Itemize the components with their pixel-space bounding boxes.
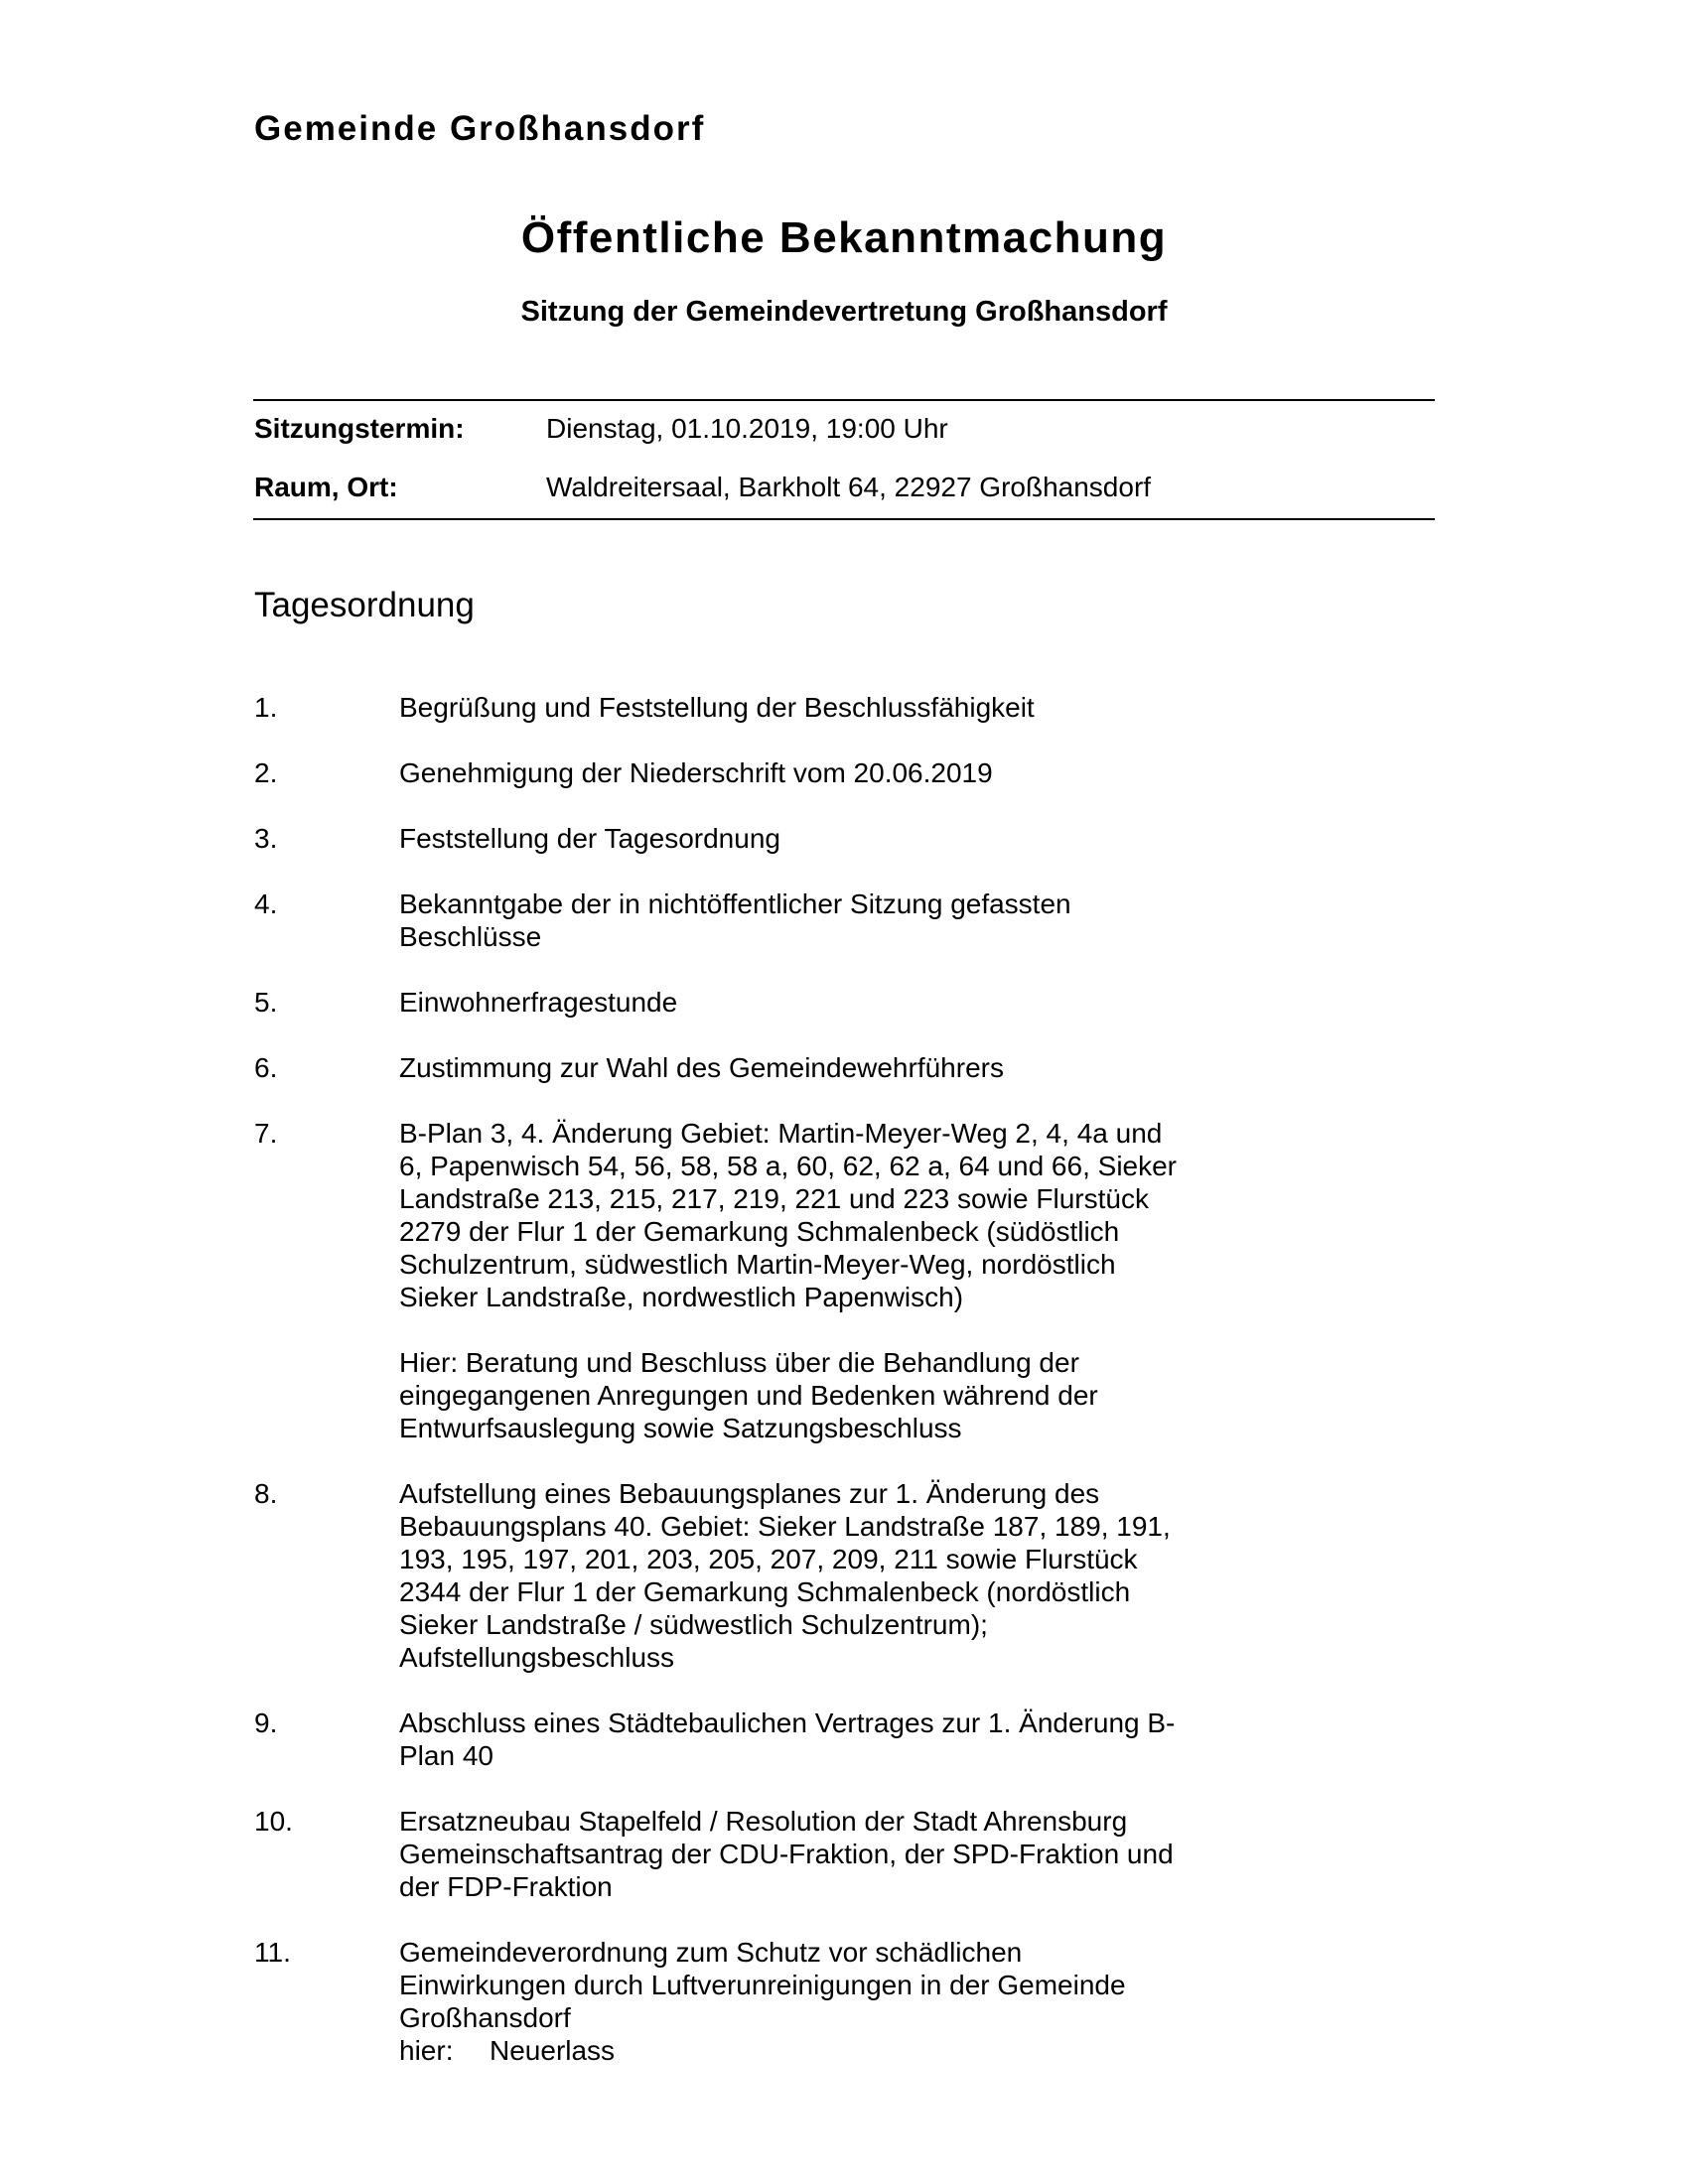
agenda-item [254, 986, 1247, 1019]
agenda-item [254, 1117, 1247, 1444]
agenda-item-text [399, 986, 1223, 1019]
agenda-item-note [399, 1346, 1223, 1444]
agenda-item-text [399, 1805, 1223, 1903]
agenda-item-line: eingegangenen Anregungen und Bedenken während der [399, 1380, 1098, 1411]
agenda-item [254, 1936, 1247, 2067]
agenda-item-number: 3. [254, 823, 278, 854]
agenda-item-line: Bekanntgabe der in nichtöffentlicher Sitzung gefassten [399, 888, 1071, 919]
agenda-item-line: Gemeinschaftsantrag der CDU-Fraktion, der SPD-Fraktion und [399, 1839, 1174, 1869]
agenda-item [254, 887, 1247, 953]
meeting-place-label: Raum, Ort: [254, 472, 398, 502]
hier-value: Neuerlass [490, 2035, 616, 2066]
agenda-item-line: Abschluss eines Städtebaulichen Vertrages zur 1. Änderung B- [399, 1707, 1176, 1738]
agenda-item-line: Einwohnerfragestunde [399, 987, 678, 1018]
agenda-list [254, 691, 1247, 2100]
agenda-item-line: Entwurfsauslegung sowie Satzungsbeschluss [399, 1413, 962, 1443]
agenda-item-line: Beschlüsse [399, 921, 542, 952]
agenda-item-line: 2279 der Flur 1 der Gemarkung Schmalenbeck (südöstlich [399, 1216, 1120, 1247]
document-title: Öffentliche Bekanntmachung [520, 213, 1168, 262]
agenda-item-line: Ersatzneubau Stapelfeld / Resolution der Stadt Ahrensburg [399, 1806, 1128, 1837]
agenda-item-number: 1. [254, 692, 278, 723]
agenda-item-text [399, 756, 1223, 789]
agenda-item-text [399, 1477, 1223, 1674]
agenda-item-line: Schulzentrum, südwestlich Martin-Meyer-Weg, nordöstlich [399, 1249, 1116, 1280]
agenda-item [254, 1706, 1247, 1772]
agenda-item-number: 8. [254, 1478, 278, 1509]
agenda-item-number: 11. [254, 1937, 291, 1968]
agenda-item-line: Gemeindeverordnung zum Schutz vor schädlichen [399, 1937, 1023, 1968]
agenda-item-line: Sieker Landstraße / südwestlich Schulzentrum); [399, 1609, 988, 1640]
agenda-item-text [399, 1051, 1223, 1084]
agenda-item-line: Sieker Landstraße, nordwestlich Papenwisch) [399, 1282, 964, 1312]
divider-top [253, 399, 1435, 401]
agenda-item-line: 6, Papenwisch 54, 56, 58, 58 a, 60, 62, 62 a, 64 und 66, Sieker [399, 1151, 1178, 1181]
meeting-place-value: Waldreitersaal, Barkholt 64, 22927 Großhansdorf [546, 472, 1152, 502]
agenda-item-line: Feststellung der Tagesordnung [399, 823, 780, 854]
agenda-item-number: 6. [254, 1052, 278, 1083]
agenda-item-number: 7. [254, 1118, 278, 1149]
agenda-heading: Tagesordnung [254, 586, 475, 624]
agenda-item-text [399, 1706, 1223, 1772]
agenda-item-number: 4. [254, 888, 278, 919]
agenda-item-line: 2344 der Flur 1 der Gemarkung Schmalenbeck (nordöstlich [399, 1576, 1131, 1607]
agenda-item [254, 1805, 1247, 1903]
agenda-item-text [399, 887, 1223, 953]
hier-label: hier: [399, 2035, 454, 2066]
agenda-item-number: 2. [254, 757, 278, 788]
divider-bottom [253, 518, 1435, 520]
agenda-item-line: der FDP-Fraktion [399, 1871, 613, 1902]
agenda-item-line: Genehmigung der Niederschrift vom 20.06.2019 [399, 757, 993, 788]
agenda-item-line: 193, 195, 197, 201, 203, 205, 207, 209, 211 sowie Flurstück [399, 1544, 1138, 1574]
agenda-item [254, 1051, 1247, 1084]
agenda-item-line: Bebauungsplans 40. Gebiet: Sieker Landstraße 187, 189, 191, [399, 1511, 1171, 1542]
agenda-item-text [399, 1117, 1223, 1444]
document-subtitle: Sitzung der Gemeindevertretung Großhansdorf [520, 296, 1168, 328]
agenda-item [254, 822, 1247, 855]
meeting-date-value: Dienstag, 01.10.2019, 19:00 Uhr [546, 413, 948, 444]
agenda-item-line: Begrüßung und Feststellung der Beschlussfähigkeit [399, 692, 1035, 723]
agenda-item-text [399, 1936, 1223, 2067]
agenda-item [254, 756, 1247, 789]
agenda-item-line: Plan 40 [399, 1740, 493, 1771]
agenda-item-line: Aufstellung eines Bebauungsplanes zur 1. Änderung des [399, 1478, 1100, 1509]
agenda-item-text [399, 691, 1223, 724]
agenda-item-number: 10. [254, 1806, 293, 1837]
agenda-item-line: Einwirkungen durch Luftverunreinigungen in der Gemeinde [399, 1970, 1126, 2000]
agenda-item-line: B-Plan 3, 4. Änderung Gebiet: Martin-Meyer-Weg 2, 4, 4a und [399, 1118, 1163, 1149]
agenda-item-line: Landstraße 213, 215, 217, 219, 221 und 223 sowie Flurstück [399, 1183, 1149, 1214]
agenda-item-line: Aufstellungsbeschluss [399, 1642, 675, 1673]
municipality-name: Gemeinde Großhansdorf [254, 109, 706, 148]
agenda-item-number: 9. [254, 1707, 278, 1738]
agenda-item-line: Großhansdorf [399, 2002, 571, 2033]
agenda-item [254, 691, 1247, 724]
agenda-item-hier [399, 2034, 1223, 2067]
agenda-item [254, 1477, 1247, 1674]
meeting-date-label: Sitzungstermin: [254, 413, 465, 444]
agenda-item-line: Hier: Beratung und Beschluss über die Behandlung der [399, 1347, 1079, 1378]
agenda-item-text [399, 822, 1223, 855]
agenda-item-line: Zustimmung zur Wahl des Gemeindewehrführers [399, 1052, 1004, 1083]
agenda-item-number: 5. [254, 987, 278, 1018]
